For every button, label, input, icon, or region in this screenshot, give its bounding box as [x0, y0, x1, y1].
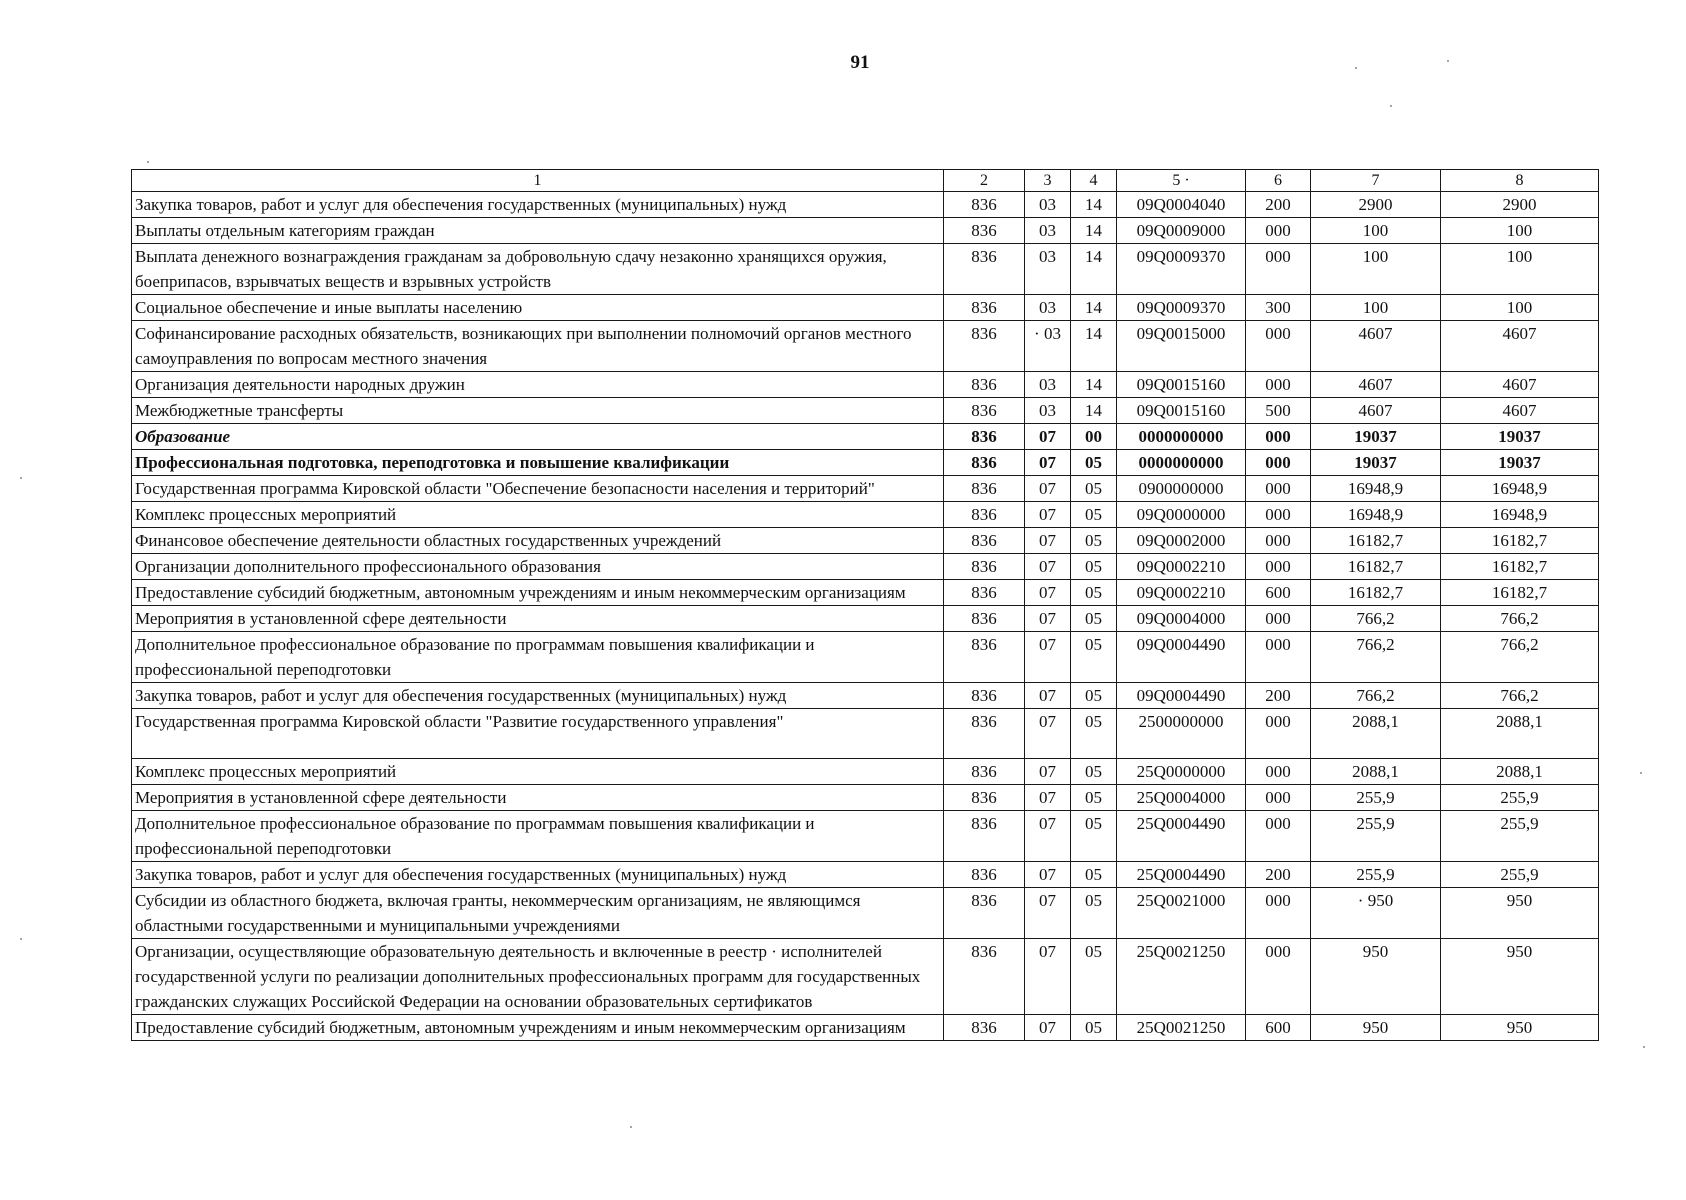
amount-2026-cell: 2088,1	[1441, 709, 1599, 759]
admin-code-cell: 836	[944, 683, 1025, 709]
table-row	[132, 218, 1599, 244]
expense-type-cell: 600	[1246, 580, 1311, 606]
table-row	[132, 372, 1599, 398]
amount-2026-cell: 950	[1441, 939, 1599, 1015]
admin-code-cell: 836	[944, 939, 1025, 1015]
expense-type-cell: 200	[1246, 683, 1311, 709]
subsection-code-cell: 05	[1071, 939, 1117, 1015]
scan-speck	[20, 938, 22, 940]
amount-2026-cell: 2900	[1441, 192, 1599, 218]
row-name-cell: Предоставление субсидий бюджетным, автономным учреждениям и иным некоммерческим организациям	[132, 580, 944, 606]
amount-2025-cell: 255,9	[1311, 785, 1441, 811]
target-article-cell: 09Q0004000	[1117, 606, 1246, 632]
admin-code-cell: 836	[944, 580, 1025, 606]
admin-code-cell: 836	[944, 218, 1025, 244]
amount-2025-cell: 100	[1311, 295, 1441, 321]
expense-type-cell: 000	[1246, 218, 1311, 244]
row-name-cell: Межбюджетные трансферты	[132, 398, 944, 424]
target-article-cell: 0000000000	[1117, 450, 1246, 476]
subsection-code-cell: 05	[1071, 554, 1117, 580]
expense-type-cell: 000	[1246, 606, 1311, 632]
target-article-cell: 0900000000	[1117, 476, 1246, 502]
section-code-cell: · 03	[1025, 321, 1071, 372]
amount-2025-cell: 766,2	[1311, 606, 1441, 632]
section-code-cell: 03	[1025, 295, 1071, 321]
table-row	[132, 606, 1599, 632]
row-name-cell: Закупка товаров, работ и услуг для обеспечения государственных (муниципальных) нужд	[132, 862, 944, 888]
header-cell: 2	[944, 170, 1025, 192]
expense-type-cell: 300	[1246, 295, 1311, 321]
amount-2025-cell: 766,2	[1311, 683, 1441, 709]
row-name-cell: Мероприятия в установленной сфере деятельности	[132, 606, 944, 632]
row-name-cell: Образование	[132, 424, 944, 450]
table-row	[132, 528, 1599, 554]
table-row	[132, 888, 1599, 939]
admin-code-cell: 836	[944, 862, 1025, 888]
row-name-cell: Социальное обеспечение и иные выплаты населению	[132, 295, 944, 321]
amount-2026-cell: 100	[1441, 244, 1599, 295]
subsection-code-cell: 14	[1071, 244, 1117, 295]
amount-2025-cell: 255,9	[1311, 811, 1441, 862]
header-cell: 5 ·	[1117, 170, 1246, 192]
subsection-code-cell: 05	[1071, 811, 1117, 862]
subsection-code-cell: 05	[1071, 450, 1117, 476]
table-row	[132, 192, 1599, 218]
admin-code-cell: 836	[944, 1015, 1025, 1041]
row-name-cell: Дополнительное профессиональное образование по программам повышения квалификации и профессиональной переподготовки	[132, 632, 944, 683]
table-row	[132, 759, 1599, 785]
section-code-cell: 07	[1025, 759, 1071, 785]
target-article-cell: 25Q0000000	[1117, 759, 1246, 785]
scan-speck	[1640, 772, 1642, 774]
subsection-code-cell: 05	[1071, 785, 1117, 811]
amount-2025-cell: 255,9	[1311, 862, 1441, 888]
table-row	[132, 632, 1599, 683]
expense-type-cell: 500	[1246, 398, 1311, 424]
subsection-code-cell: 05	[1071, 476, 1117, 502]
subsection-code-cell: 14	[1071, 321, 1117, 372]
amount-2026-cell: 766,2	[1441, 683, 1599, 709]
expense-type-cell: 600	[1246, 1015, 1311, 1041]
expense-type-cell: 000	[1246, 372, 1311, 398]
amount-2026-cell: 255,9	[1441, 785, 1599, 811]
row-name-cell: Субсидии из областного бюджета, включая гранты, некоммерческим организациям, не являющимся областными государственными и муниципальными учреждениями	[132, 888, 944, 939]
section-code-cell: 07	[1025, 862, 1071, 888]
scan-speck	[20, 477, 22, 479]
subsection-code-cell: 05	[1071, 528, 1117, 554]
row-name-cell: Выплаты отдельным категориям граждан	[132, 218, 944, 244]
admin-code-cell: 836	[944, 502, 1025, 528]
table-row	[132, 1015, 1599, 1041]
expense-type-cell: 200	[1246, 192, 1311, 218]
section-code-cell: 03	[1025, 192, 1071, 218]
table-row	[132, 862, 1599, 888]
page-number: 91	[850, 52, 870, 73]
amount-2025-cell: 19037	[1311, 424, 1441, 450]
amount-2026-cell: 16948,9	[1441, 476, 1599, 502]
admin-code-cell: 836	[944, 295, 1025, 321]
amount-2025-cell: 950	[1311, 939, 1441, 1015]
amount-2026-cell: 766,2	[1441, 632, 1599, 683]
amount-2025-cell: 100	[1311, 244, 1441, 295]
table-row	[132, 683, 1599, 709]
section-code-cell: 07	[1025, 709, 1071, 759]
row-name-cell: Предоставление субсидий бюджетным, автономным учреждениям и иным некоммерческим организациям	[132, 1015, 944, 1041]
admin-code-cell: 836	[944, 785, 1025, 811]
admin-code-cell: 836	[944, 424, 1025, 450]
admin-code-cell: 836	[944, 321, 1025, 372]
amount-2025-cell: 4607	[1311, 372, 1441, 398]
section-code-cell: 07	[1025, 939, 1071, 1015]
target-article-cell: 2500000000	[1117, 709, 1246, 759]
table-row	[132, 398, 1599, 424]
amount-2025-cell: 766,2	[1311, 632, 1441, 683]
expense-type-cell: 000	[1246, 424, 1311, 450]
admin-code-cell: 836	[944, 709, 1025, 759]
expense-type-cell: 000	[1246, 785, 1311, 811]
target-article-cell: 09Q0000000	[1117, 502, 1246, 528]
row-name-cell: Государственная программа Кировской области "Развитие государственного управления"	[132, 709, 944, 759]
amount-2026-cell: 16182,7	[1441, 554, 1599, 580]
amount-2026-cell: 4607	[1441, 398, 1599, 424]
scan-speck	[147, 161, 149, 163]
row-name-cell: Софинансирование расходных обязательств, возникающих при выполнении полномочий органов местного самоуправления по вопросам местного значения	[132, 321, 944, 372]
amount-2026-cell: 4607	[1441, 321, 1599, 372]
subsection-code-cell: 14	[1071, 295, 1117, 321]
amount-2025-cell: 4607	[1311, 321, 1441, 372]
amount-2026-cell: 766,2	[1441, 606, 1599, 632]
admin-code-cell: 836	[944, 606, 1025, 632]
section-code-cell: 07	[1025, 450, 1071, 476]
target-article-cell: 25Q0021250	[1117, 1015, 1246, 1041]
admin-code-cell: 836	[944, 528, 1025, 554]
table-body	[132, 170, 1599, 1041]
subsection-code-cell: 05	[1071, 632, 1117, 683]
row-name-cell: Комплекс процессных мероприятий	[132, 759, 944, 785]
section-code-cell: 07	[1025, 554, 1071, 580]
row-name-cell: Выплата денежного вознаграждения гражданам за добровольную сдачу незаконно хранящихся оружия, боеприпасов, взрывчатых веществ и взрывных устройств	[132, 244, 944, 295]
row-name-cell: Закупка товаров, работ и услуг для обеспечения государственных (муниципальных) нужд	[132, 192, 944, 218]
target-article-cell: 09Q0009370	[1117, 295, 1246, 321]
target-article-cell: 09Q0009370	[1117, 244, 1246, 295]
section-code-cell: 07	[1025, 502, 1071, 528]
target-article-cell: 09Q0002210	[1117, 554, 1246, 580]
table-row	[132, 450, 1599, 476]
admin-code-cell: 836	[944, 811, 1025, 862]
target-article-cell: 09Q0015160	[1117, 372, 1246, 398]
amount-2026-cell: 950	[1441, 1015, 1599, 1041]
admin-code-cell: 836	[944, 450, 1025, 476]
section-code-cell: 07	[1025, 888, 1071, 939]
expense-type-cell: 000	[1246, 528, 1311, 554]
target-article-cell: 09Q0004490	[1117, 683, 1246, 709]
target-article-cell: 09Q0015000	[1117, 321, 1246, 372]
amount-2026-cell: 255,9	[1441, 862, 1599, 888]
row-name-cell: Финансовое обеспечение деятельности областных государственных учреждений	[132, 528, 944, 554]
header-cell: 3	[1025, 170, 1071, 192]
admin-code-cell: 836	[944, 476, 1025, 502]
target-article-cell: 25Q0021250	[1117, 939, 1246, 1015]
admin-code-cell: 836	[944, 759, 1025, 785]
target-article-cell: 09Q0002210	[1117, 580, 1246, 606]
expense-type-cell: 000	[1246, 632, 1311, 683]
section-code-cell: 07	[1025, 476, 1071, 502]
amount-2025-cell: 4607	[1311, 398, 1441, 424]
table-row	[132, 554, 1599, 580]
amount-2026-cell: 19037	[1441, 450, 1599, 476]
expense-type-cell: 000	[1246, 244, 1311, 295]
target-article-cell: 09Q0004490	[1117, 632, 1246, 683]
amount-2025-cell: 2088,1	[1311, 709, 1441, 759]
amount-2025-cell: 950	[1311, 1015, 1441, 1041]
section-code-cell: 03	[1025, 398, 1071, 424]
target-article-cell: 09Q0009000	[1117, 218, 1246, 244]
admin-code-cell: 836	[944, 632, 1025, 683]
amount-2025-cell: · 950	[1311, 888, 1441, 939]
amount-2026-cell: 4607	[1441, 372, 1599, 398]
table-row	[132, 476, 1599, 502]
section-code-cell: 03	[1025, 218, 1071, 244]
table-row	[132, 939, 1599, 1015]
row-name-cell: Организации дополнительного профессионального образования	[132, 554, 944, 580]
table-row	[132, 580, 1599, 606]
section-code-cell: 03	[1025, 372, 1071, 398]
admin-code-cell: 836	[944, 244, 1025, 295]
row-name-cell: Организации, осуществляющие образовательную деятельность и включенные в реестр · исполнителей государственной услуги по реализации дополнительных профессиональных программ для государственных гражданских служащих Российской Федерации на основании образовательных сертификатов	[132, 939, 944, 1015]
target-article-cell: 09Q0015160	[1117, 398, 1246, 424]
amount-2025-cell: 2900	[1311, 192, 1441, 218]
admin-code-cell: 836	[944, 398, 1025, 424]
target-article-cell: 0000000000	[1117, 424, 1246, 450]
row-name-cell: Профессиональная подготовка, переподготовка и повышение квалификации	[132, 450, 944, 476]
amount-2025-cell: 16948,9	[1311, 502, 1441, 528]
subsection-code-cell: 14	[1071, 372, 1117, 398]
section-code-cell: 07	[1025, 424, 1071, 450]
section-code-cell: 07	[1025, 606, 1071, 632]
amount-2026-cell: 255,9	[1441, 811, 1599, 862]
section-code-cell: 07	[1025, 683, 1071, 709]
row-name-cell: Организация деятельности народных дружин	[132, 372, 944, 398]
expense-type-cell: 000	[1246, 709, 1311, 759]
subsection-code-cell: 05	[1071, 683, 1117, 709]
header-cell: 6	[1246, 170, 1311, 192]
expense-type-cell: 000	[1246, 759, 1311, 785]
expense-type-cell: 200	[1246, 862, 1311, 888]
amount-2025-cell: 16948,9	[1311, 476, 1441, 502]
subsection-code-cell: 05	[1071, 502, 1117, 528]
amount-2025-cell: 16182,7	[1311, 580, 1441, 606]
expense-type-cell: 000	[1246, 939, 1311, 1015]
section-code-cell: 03	[1025, 244, 1071, 295]
amount-2026-cell: 16948,9	[1441, 502, 1599, 528]
amount-2025-cell: 100	[1311, 218, 1441, 244]
header-row	[132, 170, 1599, 192]
target-article-cell: 09Q0002000	[1117, 528, 1246, 554]
expense-type-cell: 000	[1246, 811, 1311, 862]
table-row	[132, 295, 1599, 321]
amount-2026-cell: 100	[1441, 295, 1599, 321]
amount-2026-cell: 2088,1	[1441, 759, 1599, 785]
subsection-code-cell: 05	[1071, 580, 1117, 606]
section-code-cell: 07	[1025, 811, 1071, 862]
section-code-cell: 07	[1025, 1015, 1071, 1041]
table-row	[132, 811, 1599, 862]
expense-type-cell: 000	[1246, 321, 1311, 372]
amount-2025-cell: 16182,7	[1311, 554, 1441, 580]
amount-2026-cell: 16182,7	[1441, 528, 1599, 554]
target-article-cell: 25Q0021000	[1117, 888, 1246, 939]
expense-type-cell: 000	[1246, 502, 1311, 528]
expense-type-cell: 000	[1246, 450, 1311, 476]
subsection-code-cell: 14	[1071, 218, 1117, 244]
table-row	[132, 321, 1599, 372]
target-article-cell: 09Q0004040	[1117, 192, 1246, 218]
subsection-code-cell: 14	[1071, 398, 1117, 424]
section-code-cell: 07	[1025, 528, 1071, 554]
row-name-cell: Комплекс процессных мероприятий	[132, 502, 944, 528]
subsection-code-cell: 00	[1071, 424, 1117, 450]
admin-code-cell: 836	[944, 554, 1025, 580]
admin-code-cell: 836	[944, 372, 1025, 398]
table-row	[132, 502, 1599, 528]
amount-2026-cell: 16182,7	[1441, 580, 1599, 606]
row-name-cell: Мероприятия в установленной сфере деятельности	[132, 785, 944, 811]
amount-2026-cell: 100	[1441, 218, 1599, 244]
expense-type-cell: 000	[1246, 554, 1311, 580]
scan-speck	[1447, 60, 1449, 62]
expense-type-cell: 000	[1246, 476, 1311, 502]
amount-2026-cell: 950	[1441, 888, 1599, 939]
header-cell: 8	[1441, 170, 1599, 192]
table-row	[132, 244, 1599, 295]
target-article-cell: 25Q0004000	[1117, 785, 1246, 811]
amount-2025-cell: 16182,7	[1311, 528, 1441, 554]
section-code-cell: 07	[1025, 580, 1071, 606]
table-row	[132, 709, 1599, 759]
row-name-cell: Государственная программа Кировской области "Обеспечение безопасности населения и территорий"	[132, 476, 944, 502]
subsection-code-cell: 05	[1071, 862, 1117, 888]
table-row	[132, 424, 1599, 450]
header-cell: 7	[1311, 170, 1441, 192]
target-article-cell: 25Q0004490	[1117, 811, 1246, 862]
subsection-code-cell: 05	[1071, 759, 1117, 785]
subsection-code-cell: 14	[1071, 192, 1117, 218]
target-article-cell: 25Q0004490	[1117, 862, 1246, 888]
amount-2025-cell: 2088,1	[1311, 759, 1441, 785]
subsection-code-cell: 05	[1071, 709, 1117, 759]
table-row	[132, 785, 1599, 811]
subsection-code-cell: 05	[1071, 888, 1117, 939]
scan-speck	[630, 1126, 632, 1128]
section-code-cell: 07	[1025, 632, 1071, 683]
admin-code-cell: 836	[944, 888, 1025, 939]
subsection-code-cell: 05	[1071, 1015, 1117, 1041]
admin-code-cell: 836	[944, 192, 1025, 218]
budget-table	[131, 169, 1599, 1041]
expense-type-cell: 000	[1246, 888, 1311, 939]
amount-2025-cell: 19037	[1311, 450, 1441, 476]
scan-speck	[1355, 67, 1357, 69]
scan-speck	[1390, 105, 1392, 107]
section-code-cell: 07	[1025, 785, 1071, 811]
amount-2026-cell: 19037	[1441, 424, 1599, 450]
subsection-code-cell: 05	[1071, 606, 1117, 632]
scan-speck	[1643, 1046, 1645, 1048]
row-name-cell: Дополнительное профессиональное образование по программам повышения квалификации и профессиональной переподготовки	[132, 811, 944, 862]
row-name-cell: Закупка товаров, работ и услуг для обеспечения государственных (муниципальных) нужд	[132, 683, 944, 709]
header-cell: 4	[1071, 170, 1117, 192]
header-cell: 1	[132, 170, 944, 192]
